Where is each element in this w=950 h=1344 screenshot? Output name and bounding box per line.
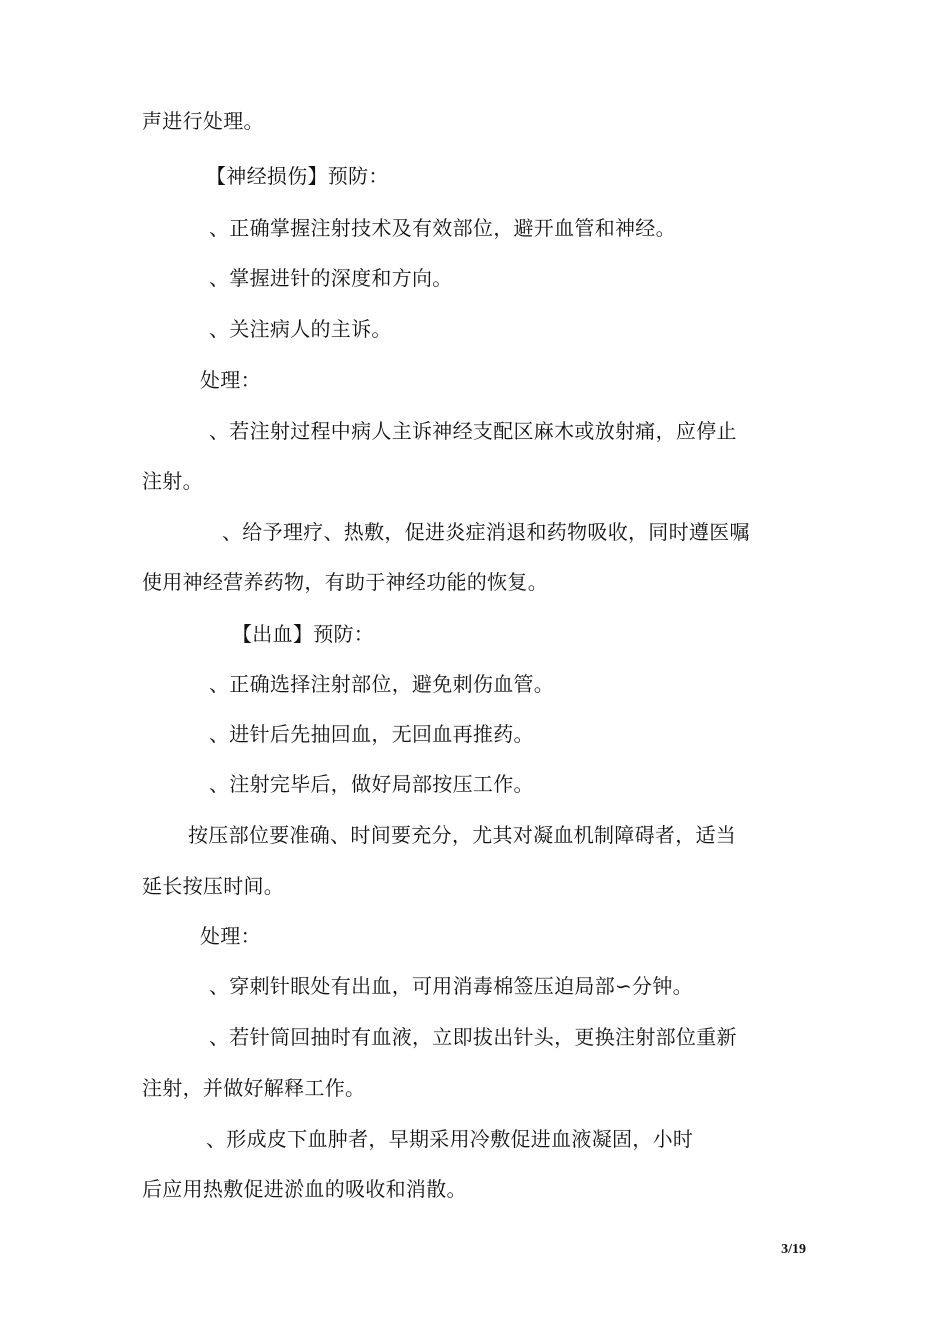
text-line-9: 、给予理疗、热敷，促进炎症消退和药物吸收，同时遵医嘱 xyxy=(222,520,750,544)
text-line-22: 后应用热敷促进淤血的吸收和消散。 xyxy=(142,1177,467,1201)
text-line-18: 、穿刺针眼处有出血，可用消毒棉签压迫局部∽分钟。 xyxy=(209,974,693,998)
text-line-13: 、进针后先抽回血，无回血再推药。 xyxy=(209,722,534,746)
text-line-4: 、掌握进针的深度和方向。 xyxy=(209,266,453,290)
text-line-12: 、正确选择注射部位，避免刺伤血管。 xyxy=(209,672,555,696)
text-line-14: 、注射完毕后，做好局部按压工作。 xyxy=(209,772,534,796)
heading-treatment-2: 处理： xyxy=(200,924,261,948)
heading-treatment-1: 处理： xyxy=(200,368,261,392)
text-line-3: 、正确掌握注射技术及有效部位，避开血管和神经。 xyxy=(209,216,676,240)
heading-bleeding-prevention: 【出血】预防： xyxy=(232,622,375,646)
text-line-1: 声进行处理。 xyxy=(142,109,264,133)
text-line-8: 注射。 xyxy=(142,469,203,493)
heading-nerve-injury-prevention: 【神经损伤】预防： xyxy=(206,164,389,188)
text-line-16: 延长按压时间。 xyxy=(142,874,285,898)
text-line-7: 、若注射过程中病人主诉神经支配区麻木或放射痛，应停止 xyxy=(209,419,737,443)
text-line-19: 、若针筒回抽时有血液，立即拔出针头，更换注射部位重新 xyxy=(209,1025,737,1049)
text-line-5: 、关注病人的主诉。 xyxy=(209,317,392,341)
text-line-21: 、形成皮下血肿者，早期采用冷敷促进血液凝固，小时 xyxy=(206,1127,694,1151)
text-line-15: 按压部位要准确、时间要充分，尤其对凝血机制障碍者，适当 xyxy=(188,823,737,847)
text-line-10: 使用神经营养药物，有助于神经功能的恢复。 xyxy=(142,570,548,594)
page-number: 3/19 xyxy=(781,1242,806,1257)
text-line-20: 注射，并做好解释工作。 xyxy=(142,1076,366,1100)
